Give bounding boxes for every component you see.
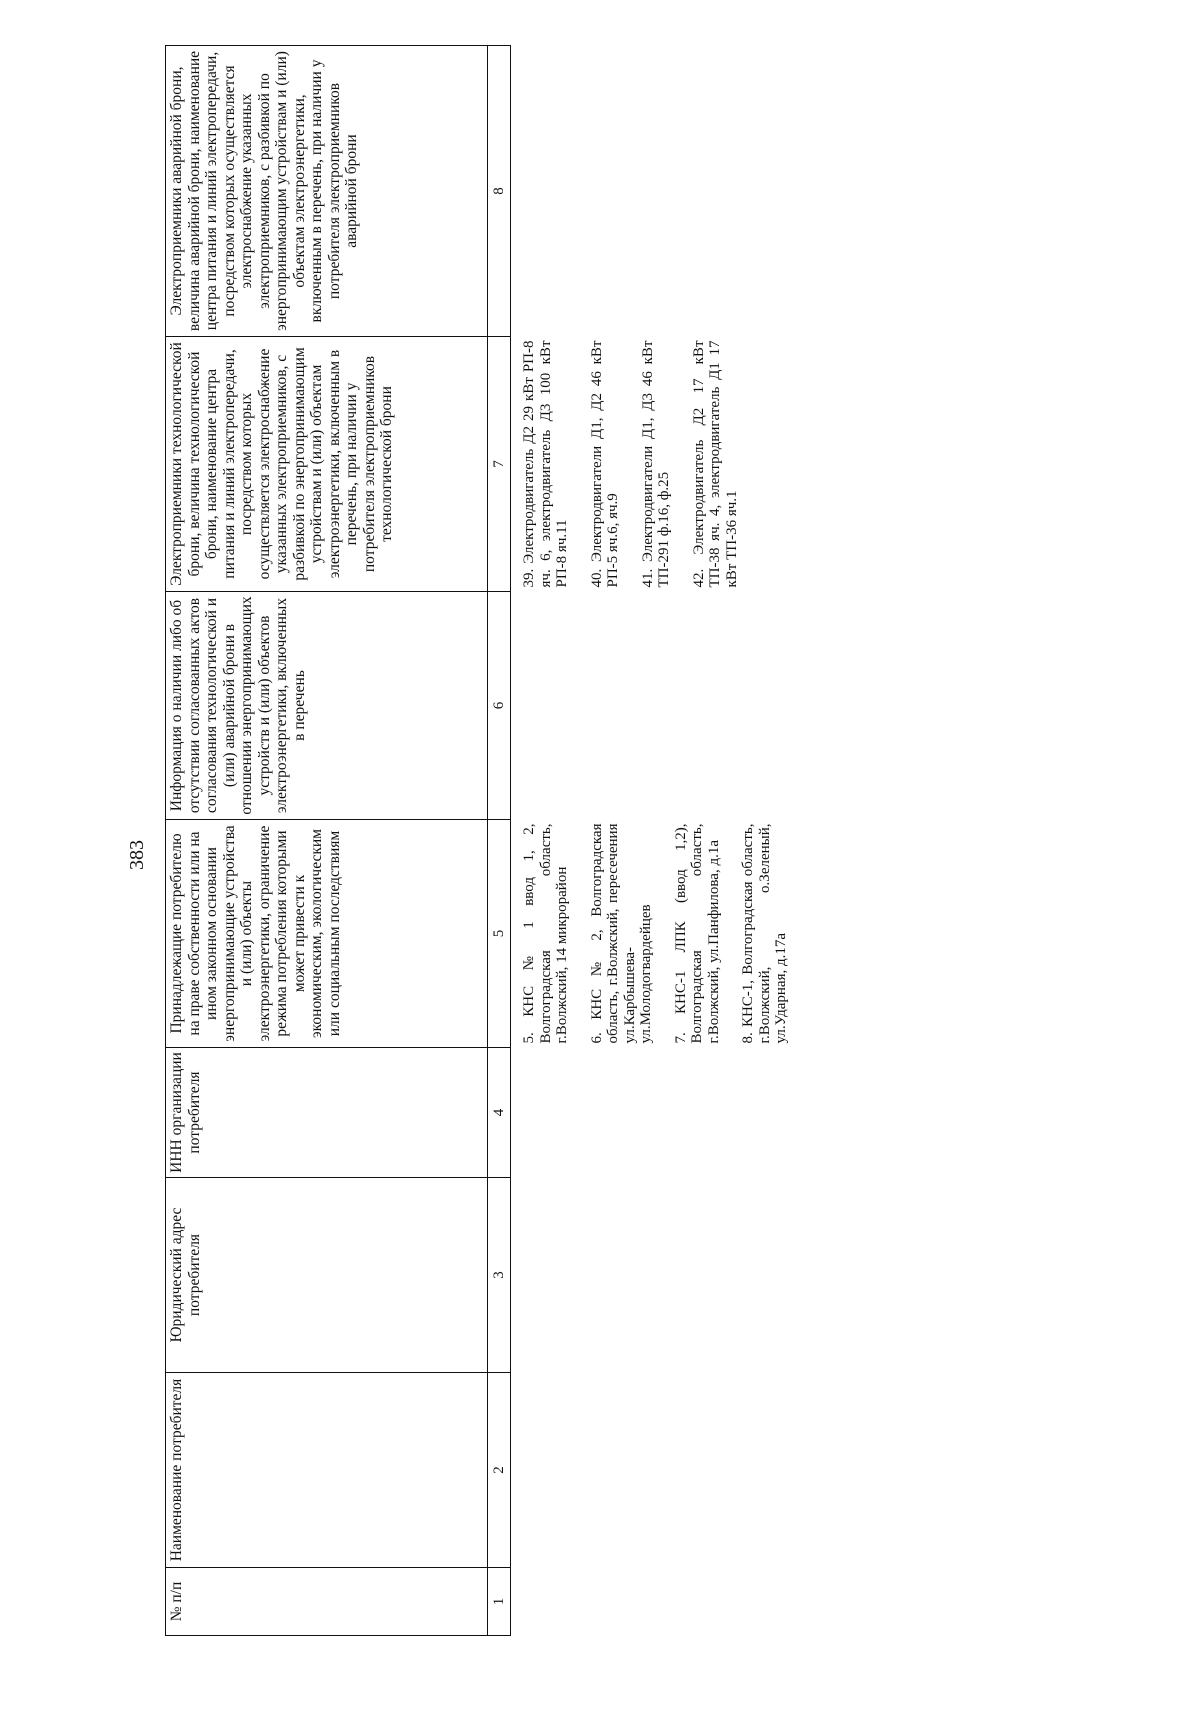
column-number: 7 (488, 337, 511, 592)
cell-empty (511, 46, 810, 337)
tech-reserve-entry: 42. Электродвигатель Д2 17 кВт ТП-38 яч. 4, электродвигатель Д1 17 кВт ТП-36 яч.1 (690, 340, 740, 588)
rotated-table-container (165, 46, 1050, 1636)
table-header-row (166, 46, 488, 1636)
consumers-table (165, 45, 810, 1636)
tech-reserve-entry: 39. Электродвигатель Д2 29 кВт РП-8 яч. 6, электродвигатель Д3 100 кВт РП-8 яч.11 (521, 340, 570, 588)
column-number: 3 (488, 1178, 511, 1373)
header-col-7: Электроприемники технологической брони, величина технологической брони, наименование центра питания и линий электропередачи, посредством которых осуществляется электроснабжение указанных электроприемников, с разбивкой по энергопринимающим устройствам и (или) объектам электроэнергетики, включенным в перечень, при наличии у потребителя электроприемников технологической брони (166, 337, 488, 592)
equipment-entry: 7. КНС-1 ЛПК (ввод 1,2), Волгоградская область, г.Волжский, ул.Панфилова, д.1а (672, 823, 722, 1044)
cell-empty (511, 592, 810, 820)
page-number: 383 (126, 840, 148, 870)
cell-empty (511, 1178, 810, 1373)
header-col-3: Юридический адрес потребителя (166, 1178, 488, 1373)
cell-empty (511, 1048, 810, 1178)
equipment-entry: 8. КНС-1, Волгоградская область, г.Волжский, о.Зеленый, ул.Ударная, д.17а (740, 823, 789, 1044)
equipment-entry: 5. КНС № 1 ввод 1, 2, Волгоградская область, г.Волжский, 14 микрорайон (521, 823, 570, 1044)
cell-empty (511, 1373, 810, 1568)
column-number-row (488, 46, 511, 1636)
header-col-8: Электроприемники аварийной брони, величина аварийной брони, наименование центра питания и линий электропередачи, посредством которых осуществляется электроснабжение указанных электроприемников, с разбивкой по энергопринимающим устройствам и (или) объектам электроэнергетики, включенным в перечень, при наличии у потребителя электроприемников аварийной брони (166, 46, 488, 337)
tech-reserve-entry: 41. Электродвигатели Д1, Д3 46 кВт ТП-291 ф.16, ф.25 (639, 340, 672, 588)
header-col-6: Информация о наличии либо об отсутствии согласованных актов согласования технологической и (или) аварийной брони в отношении энергопринимающих устройств и (или) объектов электроэнергетики, включенных в перечень (166, 592, 488, 820)
header-col-4: ИНН организации потребителя (166, 1048, 488, 1178)
cell-equipment-list (511, 820, 810, 1048)
equipment-entry: 6. КНС № 2, Волгоградская область, г.Волжский, пересечения ул.Карбышева-ул.Молодогвардейцев (588, 823, 654, 1044)
column-number: 6 (488, 592, 511, 820)
header-col-2: Наименование потребителя (166, 1373, 488, 1568)
header-col-1: № п/п (166, 1568, 488, 1636)
tech-reserve-entry: 40. Электродвигатели Д1, Д2 46 кВт РП-5 яч.6, яч.9 (588, 340, 621, 588)
header-col-5: Принадлежащие потребителю на праве собственности или на ином законном основании энергопринимающие устройства и (или) объекты электроэнергетики, ограничение режима потребления которыми может привести к экономическим, экологическим или социальным последствиям (166, 820, 488, 1048)
cell-tech-reserve-list (511, 337, 810, 592)
column-number: 4 (488, 1048, 511, 1178)
table-row (511, 46, 810, 1636)
column-number: 2 (488, 1373, 511, 1568)
column-number: 5 (488, 820, 511, 1048)
cell-empty (511, 1568, 810, 1636)
column-number: 1 (488, 1568, 511, 1636)
column-number: 8 (488, 46, 511, 337)
